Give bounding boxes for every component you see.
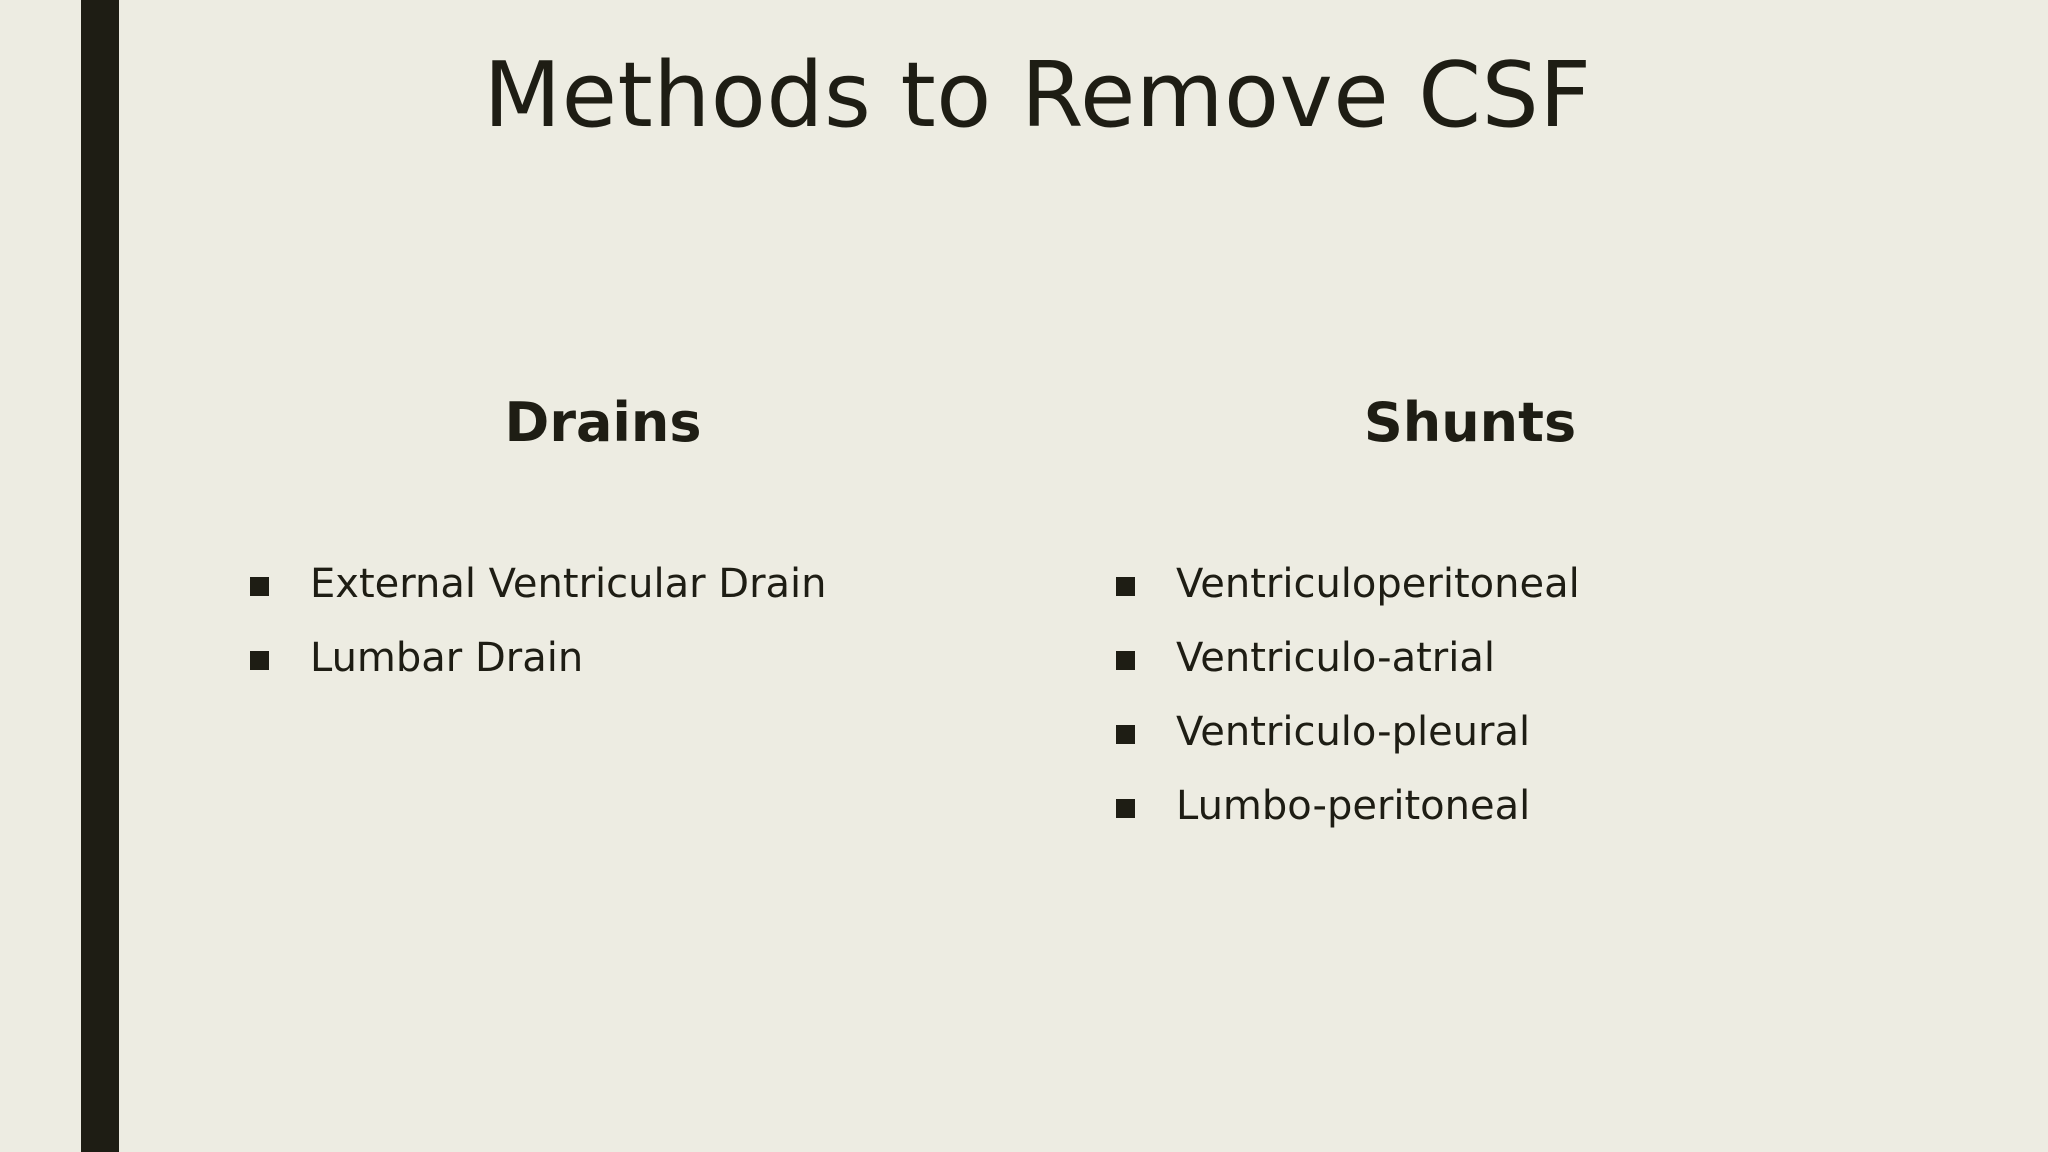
shunts-list (1111, 547, 1580, 843)
list-item-text: Ventriculo-pleural (1176, 709, 1531, 755)
square-bullet-icon (1116, 799, 1135, 818)
list-item (245, 547, 826, 621)
slide-title: Methods to Remove CSF (483, 43, 1592, 148)
list-item (1111, 695, 1580, 769)
list-item (1111, 769, 1580, 843)
square-bullet-icon (250, 651, 269, 670)
list-item-text: Lumbar Drain (310, 635, 584, 681)
square-bullet-icon (1116, 725, 1135, 744)
list-item (1111, 621, 1580, 695)
drains-heading: Drains (504, 391, 702, 454)
square-bullet-icon (1116, 651, 1135, 670)
square-bullet-icon (250, 577, 269, 596)
list-item-text: Ventriculoperitoneal (1176, 561, 1580, 607)
square-bullet-icon (1116, 577, 1135, 596)
shunts-heading: Shunts (1363, 391, 1577, 454)
drains-list (245, 547, 826, 695)
list-item (245, 621, 826, 695)
list-item-text: Ventriculo-atrial (1176, 635, 1495, 681)
list-item (1111, 547, 1580, 621)
list-item-text: External Ventricular Drain (310, 561, 827, 607)
list-item-text: Lumbo-peritoneal (1176, 783, 1531, 829)
accent-bar (81, 0, 119, 1152)
